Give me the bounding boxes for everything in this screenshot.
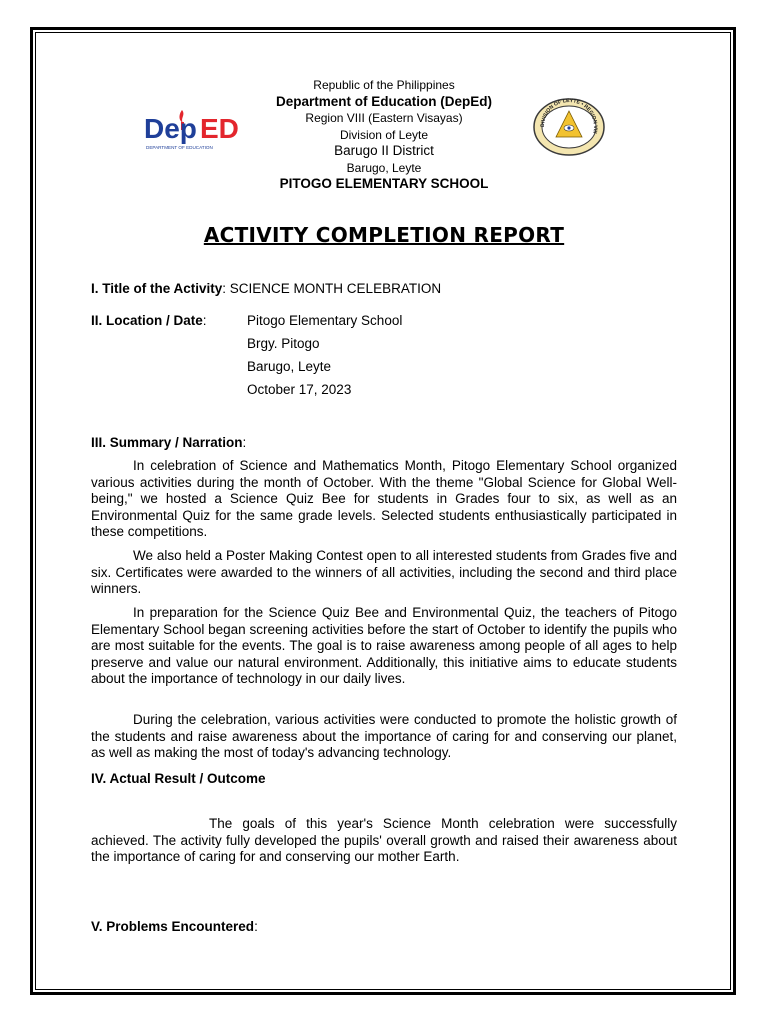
deped-logo-text-dep: Dep (144, 113, 197, 144)
deped-logo-text-ed: ED (200, 113, 239, 144)
location-label-row: II. Location / Date: (91, 313, 207, 328)
activity-title-label: I. Title of the Activity (91, 281, 223, 296)
summary-label: III. Summary / Narration (91, 435, 243, 450)
location-line-date: October 17, 2023 (247, 382, 352, 397)
division-line: Division of Leyte (339, 127, 429, 142)
letterhead (0, 77, 768, 193)
summary-label-row: III. Summary / Narration: (91, 435, 247, 450)
location-label: II. Location / Date (91, 313, 203, 328)
outcome-label: IV. Actual Result / Outcome (91, 771, 266, 786)
location-line-school: Pitogo Elementary School (247, 313, 403, 328)
report-title: ACTIVITY COMPLETION REPORT (203, 223, 565, 247)
outcome-label-row (91, 771, 266, 786)
problems-label-row: V. Problems Encountered: (91, 919, 258, 934)
activity-title-value: SCIENCE MONTH CELEBRATION (229, 281, 442, 296)
school-line: PITOGO ELEMENTARY SCHOOL (279, 176, 489, 191)
region-line: Region VIII (Eastern Visayas) (305, 111, 463, 125)
location-line-barangay: Brgy. Pitogo (247, 336, 320, 351)
seal-text: DIVISION OF LEYTE • REGION VIII (539, 97, 599, 134)
district-line: Barugo II District (334, 143, 434, 158)
problems-label: V. Problems Encountered (91, 919, 255, 934)
deped-logo-tagline: DEPARTMENT OF EDUCATION (146, 145, 213, 150)
summary-paragraph-3: In preparation for the Science Quiz Bee and Environmental Quiz, the teachers of Pitogo Elementary School began screening activities before the start of October to identify the pupils who are most suitable for the events. The goal is to raise awareness among people of all ages to help preserve and value our natural environment. Additionally, this initiative aims to educate students about the importance of technology in our daily lives. (91, 605, 677, 687)
summary-paragraph-2: We also held a Poster Making Contest open to all interested students from Grades five and six. Certificates were awarded to the winners of all activities, including the second and third place winners. (91, 548, 677, 597)
republic-line: Republic of the Philippines (313, 78, 455, 92)
municipality-line: Barugo, Leyte (346, 160, 422, 175)
department-line: Department of Education (DepEd) (275, 93, 492, 109)
location-line-town: Barugo, Leyte (247, 359, 332, 374)
summary-paragraph-1: In celebration of Science and Mathematics Month, Pitogo Elementary School organized various activities during the month of October. With the theme "Global Science for Global Well-being," we hosted a Science Quiz Bee for students in Grades four to six, as well as an Environmental Quiz for the same grade levels. Selected students enthusiastically participated in these competitions. (91, 458, 677, 540)
outcome-paragraph: The goals of this year's Science Month celebration were successfully achieved. The activity fully developed the pupils' overall growth and raised their awareness about the importance of caring for and conserving our mother Earth. (91, 816, 677, 865)
summary-paragraph-4: During the celebration, various activities were conducted to promote the holistic growth of the students and raise awareness about the importance of caring for and conserving our planet, as well as making the most of today's advancing technology. (91, 712, 677, 761)
activity-title-row: I. Title of the Activity: SCIENCE MONTH CELEBRATION (91, 281, 442, 296)
